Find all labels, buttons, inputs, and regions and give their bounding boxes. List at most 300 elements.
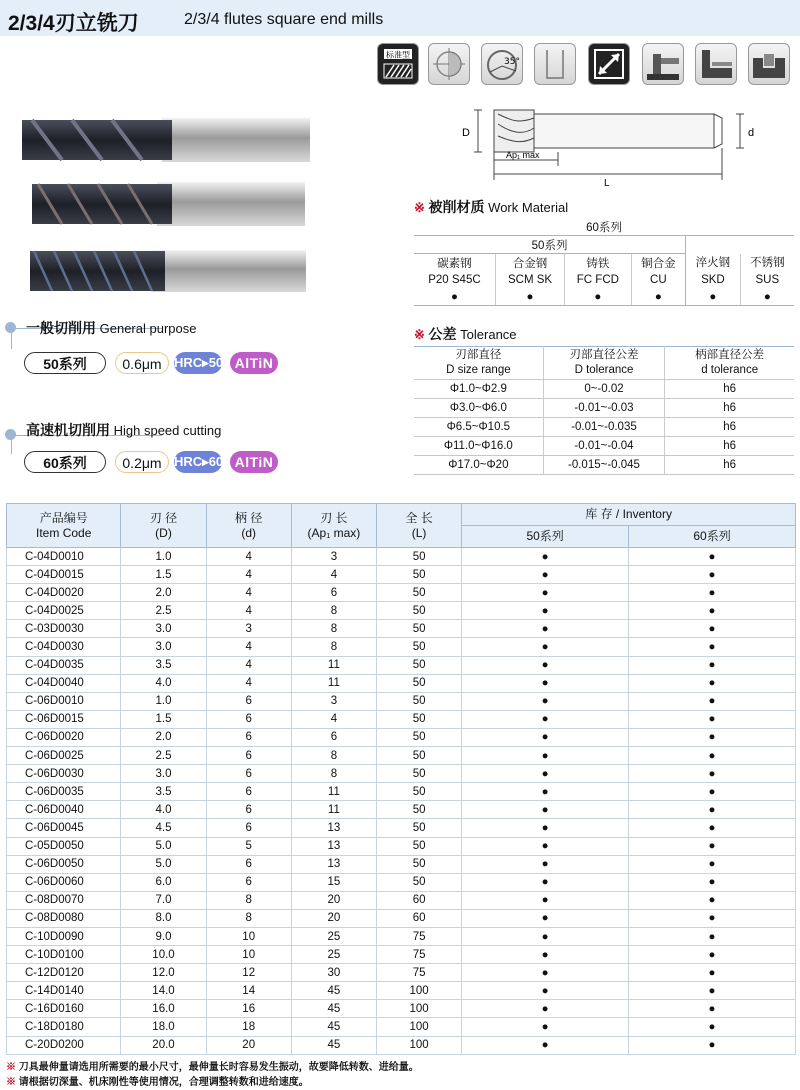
table-cell: ● bbox=[462, 982, 629, 1000]
tolerance-cell: -0.01~-0.04 bbox=[543, 437, 665, 456]
table-cell: ● bbox=[462, 946, 629, 964]
table-row bbox=[7, 927, 796, 945]
standard-type-label: 标准型 bbox=[386, 50, 410, 60]
table-cell: ● bbox=[629, 548, 796, 566]
table-cell: 25 bbox=[291, 946, 376, 964]
table-row bbox=[7, 873, 796, 891]
tolerance-cell: Φ6.5~Φ10.5 bbox=[414, 418, 543, 437]
product-table bbox=[6, 503, 796, 1055]
table-cell: 60 bbox=[377, 891, 462, 909]
table-cell: ● bbox=[462, 710, 629, 728]
table-cell: 9.0 bbox=[121, 927, 206, 945]
table-cell: C-10D0100 bbox=[7, 946, 121, 964]
table-cell: C-06D0040 bbox=[7, 801, 121, 819]
table-cell: ● bbox=[462, 1018, 629, 1036]
table-cell: ● bbox=[629, 747, 796, 765]
table-cell: 8 bbox=[291, 765, 376, 783]
tolerance-header-row bbox=[414, 347, 794, 380]
tolerance-cell: Φ17.0~Φ20 bbox=[414, 456, 543, 475]
coating-thickness-50: 0.6μm bbox=[115, 352, 169, 374]
tolerance-cell: Φ1.0~Φ2.9 bbox=[414, 380, 543, 399]
table-cell: C-04D0030 bbox=[7, 638, 121, 656]
table-cell: ● bbox=[462, 909, 629, 927]
table-cell: ● bbox=[462, 873, 629, 891]
table-cell: 6 bbox=[206, 783, 291, 801]
table-cell: 6 bbox=[206, 765, 291, 783]
table-cell: 4 bbox=[206, 638, 291, 656]
table-row bbox=[7, 710, 796, 728]
table-cell: C-06D0010 bbox=[7, 692, 121, 710]
tolerance-header: 刃部直径 D size range bbox=[414, 347, 543, 380]
table-cell: ● bbox=[462, 602, 629, 620]
col-item-code: 产品编号 Item Code bbox=[7, 504, 121, 548]
tolerance-row bbox=[414, 456, 794, 475]
table-cell: 8 bbox=[291, 620, 376, 638]
table-cell: 13 bbox=[291, 837, 376, 855]
table-cell: 50 bbox=[377, 620, 462, 638]
table-cell: 50 bbox=[377, 837, 462, 855]
work-material-mark: ※ bbox=[414, 200, 425, 215]
table-cell: ● bbox=[462, 819, 629, 837]
helix-angle-label: 35° bbox=[504, 57, 520, 67]
table-cell: 18 bbox=[206, 1018, 291, 1036]
table-cell: 50 bbox=[377, 710, 462, 728]
table-cell: C-06D0035 bbox=[7, 783, 121, 801]
table-cell: 4 bbox=[206, 602, 291, 620]
table-cell: 25 bbox=[291, 927, 376, 945]
table-cell: 4 bbox=[206, 548, 291, 566]
table-cell: ● bbox=[462, 783, 629, 801]
table-cell: 10 bbox=[206, 927, 291, 945]
material-grade: P20 S45C bbox=[414, 271, 495, 288]
table-cell: 45 bbox=[291, 1018, 376, 1036]
side-milling-icon bbox=[642, 43, 684, 85]
table-cell: 2.5 bbox=[121, 602, 206, 620]
table-row bbox=[7, 674, 796, 692]
table-cell: 1.0 bbox=[121, 692, 206, 710]
table-cell: 1.0 bbox=[121, 548, 206, 566]
table-cell: 50 bbox=[377, 638, 462, 656]
material-name: 淬火钢 bbox=[686, 254, 741, 272]
table-cell: C-16D0160 bbox=[7, 1000, 121, 1018]
table-cell: ● bbox=[629, 819, 796, 837]
tolerance-cell: h6 bbox=[665, 418, 794, 437]
table-cell: ● bbox=[462, 692, 629, 710]
material-grade: SKD bbox=[686, 271, 741, 288]
material-names-row bbox=[414, 254, 794, 272]
table-row bbox=[7, 566, 796, 584]
header-bar bbox=[0, 0, 800, 36]
table-cell: C-04D0040 bbox=[7, 674, 121, 692]
two-flute-mill-image bbox=[22, 114, 312, 166]
table-cell: 3 bbox=[206, 620, 291, 638]
table-row bbox=[7, 1018, 796, 1036]
table-cell: 5 bbox=[206, 837, 291, 855]
tolerance-header: 柄部直径公差 d tolerance bbox=[665, 347, 794, 380]
table-cell: 50 bbox=[377, 692, 462, 710]
table-cell: ● bbox=[629, 602, 796, 620]
diameter-D-label: D bbox=[462, 127, 470, 139]
material-mark: ● bbox=[495, 288, 564, 306]
standard-type-icon bbox=[377, 43, 419, 85]
tolerance-en: Tolerance bbox=[460, 327, 517, 342]
col-cutting-diameter: 刃 径 (D) bbox=[121, 504, 206, 548]
material-name: 碳素钢 bbox=[414, 254, 495, 272]
table-cell: ● bbox=[629, 638, 796, 656]
table-cell: 100 bbox=[377, 1000, 462, 1018]
dimension-diagram bbox=[458, 100, 770, 190]
table-row bbox=[7, 855, 796, 873]
work-material-table bbox=[414, 218, 794, 306]
table-cell: 6 bbox=[206, 801, 291, 819]
table-cell: 6 bbox=[206, 710, 291, 728]
table-cell: 45 bbox=[291, 982, 376, 1000]
table-cell: ● bbox=[629, 964, 796, 982]
table-cell: 4 bbox=[206, 584, 291, 602]
tolerance-cell: -0.01~-0.03 bbox=[543, 399, 665, 418]
table-cell: 11 bbox=[291, 783, 376, 801]
table-cell: 30 bbox=[291, 964, 376, 982]
table-cell: C-03D0030 bbox=[7, 620, 121, 638]
table-cell: 20 bbox=[291, 891, 376, 909]
table-cell: ● bbox=[462, 638, 629, 656]
table-cell: C-04D0035 bbox=[7, 656, 121, 674]
table-cell: 75 bbox=[377, 946, 462, 964]
work-material-en: Work Material bbox=[488, 200, 569, 215]
table-cell: 6 bbox=[291, 728, 376, 746]
table-row bbox=[7, 946, 796, 964]
general-purpose-title bbox=[26, 318, 196, 338]
four-flute-mill-image bbox=[30, 246, 308, 296]
material-mark: ● bbox=[565, 288, 631, 306]
table-cell: C-06D0025 bbox=[7, 747, 121, 765]
footnote-1: ※ 刀具最伸量请选用所需要的最小尺寸，最伸量长时容易发生振动，故要降低转数、进给量。 bbox=[6, 1062, 419, 1073]
tolerance-cell: h6 bbox=[665, 399, 794, 418]
table-cell: C-06D0050 bbox=[7, 855, 121, 873]
table-cell: ● bbox=[462, 891, 629, 909]
step-milling-icon bbox=[695, 43, 737, 85]
table-cell: ● bbox=[629, 692, 796, 710]
table-cell: ● bbox=[629, 1036, 796, 1054]
tolerance-cell: 0~-0.02 bbox=[543, 380, 665, 399]
material-name: 合金钢 bbox=[495, 254, 564, 272]
table-row bbox=[7, 728, 796, 746]
table-cell: ● bbox=[462, 1036, 629, 1054]
table-cell: C-06D0045 bbox=[7, 819, 121, 837]
table-row bbox=[7, 982, 796, 1000]
tolerance-header: 刃部直径公差 D tolerance bbox=[543, 347, 665, 380]
material-grade: SCM SK bbox=[495, 271, 564, 288]
footnotes bbox=[6, 1060, 419, 1090]
table-cell: 8.0 bbox=[121, 909, 206, 927]
table-cell: 4 bbox=[206, 674, 291, 692]
tolerance-title bbox=[414, 324, 517, 344]
table-cell: 100 bbox=[377, 1036, 462, 1054]
table-cell: C-04D0020 bbox=[7, 584, 121, 602]
table-cell: 16.0 bbox=[121, 1000, 206, 1018]
table-cell: 3.5 bbox=[121, 783, 206, 801]
general-en: General purpose bbox=[99, 321, 197, 336]
table-cell: 13 bbox=[291, 819, 376, 837]
tolerance-table bbox=[414, 346, 794, 475]
table-cell: 50 bbox=[377, 548, 462, 566]
table-cell: 12.0 bbox=[121, 964, 206, 982]
table-cell: ● bbox=[462, 566, 629, 584]
table-cell: C-06D0020 bbox=[7, 728, 121, 746]
table-cell: 50 bbox=[377, 674, 462, 692]
table-cell: C-20D0200 bbox=[7, 1036, 121, 1054]
table-cell: ● bbox=[462, 656, 629, 674]
table-cell: 60 bbox=[377, 909, 462, 927]
table-cell: 20.0 bbox=[121, 1036, 206, 1054]
table-cell: 45 bbox=[291, 1036, 376, 1054]
table-cell: 8 bbox=[291, 638, 376, 656]
series50-span: 50系列 bbox=[414, 236, 686, 254]
table-cell: 20 bbox=[206, 1036, 291, 1054]
table-cell: 11 bbox=[291, 656, 376, 674]
col-inventory-50: 50系列 bbox=[462, 526, 629, 548]
table-cell: ● bbox=[462, 747, 629, 765]
table-cell: ● bbox=[462, 728, 629, 746]
table-cell: ● bbox=[629, 783, 796, 801]
material-mark: ● bbox=[414, 288, 495, 306]
table-cell: 4 bbox=[206, 656, 291, 674]
square-end-icon bbox=[534, 43, 576, 85]
table-cell: ● bbox=[629, 710, 796, 728]
table-cell: ● bbox=[629, 728, 796, 746]
table-cell: ● bbox=[629, 1000, 796, 1018]
material-mark: ● bbox=[686, 288, 741, 306]
table-cell: ● bbox=[462, 674, 629, 692]
table-cell: 4 bbox=[291, 566, 376, 584]
table-cell: 8 bbox=[206, 909, 291, 927]
altin-coating-badge: AlTiN bbox=[230, 352, 278, 374]
series-50-badge: 50系列 bbox=[24, 352, 106, 374]
table-cell: 8 bbox=[206, 891, 291, 909]
table-cell: ● bbox=[629, 837, 796, 855]
table-cell: 18.0 bbox=[121, 1018, 206, 1036]
series-60-badge: 60系列 bbox=[24, 451, 106, 473]
table-cell: 14 bbox=[206, 982, 291, 1000]
table-cell: 6 bbox=[291, 584, 376, 602]
table-cell: 10 bbox=[206, 946, 291, 964]
table-cell: ● bbox=[462, 765, 629, 783]
high-speed-en: High speed cutting bbox=[113, 423, 222, 438]
general-cn: 一般切削用 bbox=[26, 320, 96, 336]
table-cell: 50 bbox=[377, 801, 462, 819]
slot-milling-icon bbox=[748, 43, 790, 85]
table-cell: ● bbox=[629, 946, 796, 964]
table-cell: 13 bbox=[291, 855, 376, 873]
material-mark: ● bbox=[631, 288, 686, 306]
table-cell: ● bbox=[629, 765, 796, 783]
table-cell: 75 bbox=[377, 927, 462, 945]
table-cell: C-08D0070 bbox=[7, 891, 121, 909]
table-cell: ● bbox=[462, 855, 629, 873]
table-cell: 10.0 bbox=[121, 946, 206, 964]
table-cell: C-10D0090 bbox=[7, 927, 121, 945]
tolerance-cell: h6 bbox=[665, 380, 794, 399]
table-cell: C-18D0180 bbox=[7, 1018, 121, 1036]
table-cell: 8 bbox=[291, 602, 376, 620]
table-cell: 11 bbox=[291, 674, 376, 692]
table-cell: ● bbox=[629, 982, 796, 1000]
table-cell: ● bbox=[629, 584, 796, 602]
material-marks-row bbox=[414, 288, 794, 306]
table-cell: ● bbox=[629, 566, 796, 584]
high-speed-title bbox=[26, 420, 221, 440]
table-cell: C-08D0080 bbox=[7, 909, 121, 927]
table-cell: 14.0 bbox=[121, 982, 206, 1000]
table-row bbox=[7, 747, 796, 765]
table-cell: 4.0 bbox=[121, 801, 206, 819]
table-cell: 50 bbox=[377, 584, 462, 602]
table-cell: 75 bbox=[377, 964, 462, 982]
table-cell: ● bbox=[629, 927, 796, 945]
table-cell: 3 bbox=[291, 692, 376, 710]
table-cell: 6 bbox=[206, 819, 291, 837]
table-row bbox=[7, 765, 796, 783]
material-grade: CU bbox=[631, 271, 686, 288]
table-cell: 50 bbox=[377, 783, 462, 801]
table-row bbox=[7, 656, 796, 674]
table-cell: 50 bbox=[377, 855, 462, 873]
table-cell: 100 bbox=[377, 1018, 462, 1036]
col-flute-length: 刃 长 (Ap₁ max) bbox=[291, 504, 376, 548]
diameter-d-label: d bbox=[748, 127, 755, 139]
flute-length-label: Ap₁ max bbox=[506, 150, 540, 160]
table-cell: 2.0 bbox=[121, 728, 206, 746]
tolerance-mark: ※ bbox=[414, 327, 425, 342]
table-cell: C-06D0030 bbox=[7, 765, 121, 783]
col-inventory-60: 60系列 bbox=[629, 526, 796, 548]
table-row bbox=[7, 891, 796, 909]
tolerance-row bbox=[414, 418, 794, 437]
col-overall-length: 全 长 (L) bbox=[377, 504, 462, 548]
table-cell: 3 bbox=[291, 548, 376, 566]
table-cell: 8 bbox=[291, 747, 376, 765]
table-cell: C-12D0120 bbox=[7, 964, 121, 982]
tolerance-row bbox=[414, 399, 794, 418]
tolerance-cell: h6 bbox=[665, 437, 794, 456]
table-cell: ● bbox=[629, 873, 796, 891]
material-grade: SUS bbox=[755, 273, 780, 286]
table-cell: 5.0 bbox=[121, 837, 206, 855]
table-cell: 6 bbox=[206, 692, 291, 710]
table-row bbox=[7, 819, 796, 837]
table-cell: 50 bbox=[377, 747, 462, 765]
table-row bbox=[7, 620, 796, 638]
tolerance-cell: h6 bbox=[665, 456, 794, 475]
table-cell: ● bbox=[629, 674, 796, 692]
table-cell: 50 bbox=[377, 566, 462, 584]
material-name: 铸铁 bbox=[565, 254, 631, 272]
material-mark: ● bbox=[740, 288, 794, 306]
table-cell: C-04D0025 bbox=[7, 602, 121, 620]
table-cell: 16 bbox=[206, 1000, 291, 1018]
table-cell: 4.0 bbox=[121, 674, 206, 692]
table-cell: ● bbox=[629, 909, 796, 927]
table-cell: ● bbox=[462, 584, 629, 602]
high-speed-cn: 高速机切削用 bbox=[26, 422, 110, 438]
table-cell: 20 bbox=[291, 909, 376, 927]
table-cell: ● bbox=[629, 801, 796, 819]
table-cell: 50 bbox=[377, 765, 462, 783]
series60-span: 60系列 bbox=[414, 218, 794, 236]
tolerance-cell: -0.015~-0.045 bbox=[543, 456, 665, 475]
table-cell: 100 bbox=[377, 982, 462, 1000]
table-row bbox=[7, 638, 796, 656]
table-cell: ● bbox=[462, 548, 629, 566]
table-cell: C-06D0015 bbox=[7, 710, 121, 728]
table-row bbox=[7, 801, 796, 819]
table-cell: 12 bbox=[206, 964, 291, 982]
table-cell: 50 bbox=[377, 819, 462, 837]
table-cell: 50 bbox=[377, 873, 462, 891]
table-row bbox=[7, 783, 796, 801]
table-cell: C-04D0010 bbox=[7, 548, 121, 566]
table-cell: 45 bbox=[291, 1000, 376, 1018]
ball-flute-icon bbox=[428, 43, 470, 85]
table-cell: ● bbox=[629, 656, 796, 674]
table-cell: 4 bbox=[206, 566, 291, 584]
table-cell: 4 bbox=[291, 710, 376, 728]
table-cell: C-06D0060 bbox=[7, 873, 121, 891]
table-cell: C-14D0140 bbox=[7, 982, 121, 1000]
table-cell: ● bbox=[629, 1018, 796, 1036]
table-cell: 6 bbox=[206, 873, 291, 891]
table-cell: ● bbox=[462, 801, 629, 819]
coating-thickness-60: 0.2μm bbox=[115, 451, 169, 473]
table-row bbox=[7, 548, 796, 566]
tolerance-cell: -0.01~-0.035 bbox=[543, 418, 665, 437]
table-cell: 6 bbox=[206, 855, 291, 873]
table-cell: 50 bbox=[377, 728, 462, 746]
table-cell: ● bbox=[629, 855, 796, 873]
table-cell: ● bbox=[462, 620, 629, 638]
work-material-cn: 被削材质 bbox=[428, 199, 485, 215]
table-cell: 50 bbox=[377, 602, 462, 620]
col-inventory: 库 存 / Inventory bbox=[462, 504, 796, 526]
table-cell: 3.0 bbox=[121, 765, 206, 783]
table-cell: 4.5 bbox=[121, 819, 206, 837]
table-cell: 2.5 bbox=[121, 747, 206, 765]
table-cell: 6 bbox=[206, 747, 291, 765]
tolerance-cn: 公差 bbox=[428, 326, 457, 342]
material-grades-row bbox=[414, 271, 794, 288]
table-row bbox=[7, 964, 796, 982]
tolerance-row bbox=[414, 380, 794, 399]
table-cell: 15 bbox=[291, 873, 376, 891]
table-cell: 2.0 bbox=[121, 584, 206, 602]
table-cell: 11 bbox=[291, 801, 376, 819]
table-cell: 7.0 bbox=[121, 891, 206, 909]
footnote-2: ※ 请根据切深量、机床刚性等使用情况，合理调整转数和进给速度。 bbox=[6, 1077, 309, 1088]
table-cell: ● bbox=[629, 891, 796, 909]
tolerance-cell: Φ3.0~Φ6.0 bbox=[414, 399, 543, 418]
page-subtitle: 2/3/4 flutes square end mills bbox=[184, 11, 384, 28]
table-row bbox=[7, 1036, 796, 1054]
table-row bbox=[7, 909, 796, 927]
table-cell: 3.5 bbox=[121, 656, 206, 674]
table-cell: 6 bbox=[206, 728, 291, 746]
work-material-title bbox=[414, 197, 568, 217]
table-cell: 1.5 bbox=[121, 566, 206, 584]
table-cell: C-05D0050 bbox=[7, 837, 121, 855]
table-row bbox=[7, 692, 796, 710]
table-cell: ● bbox=[462, 927, 629, 945]
table-cell: 1.5 bbox=[121, 710, 206, 728]
